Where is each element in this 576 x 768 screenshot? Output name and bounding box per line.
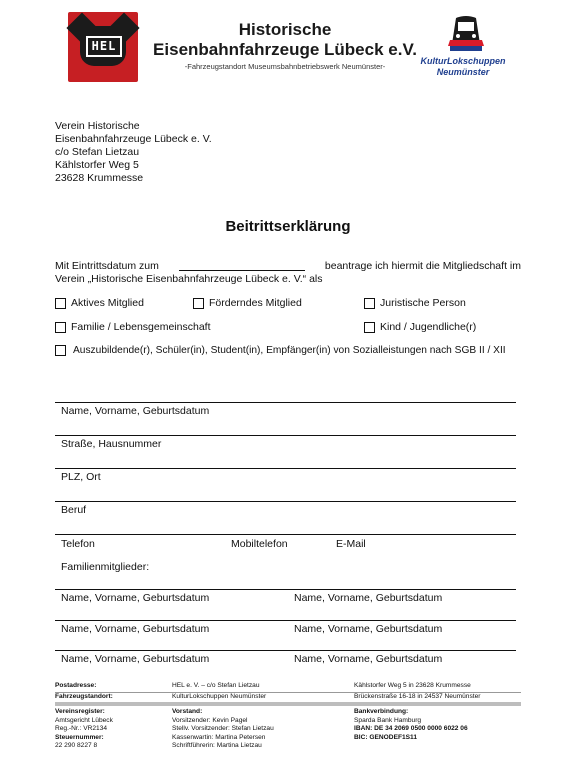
option-familie[interactable] xyxy=(55,321,211,333)
logo-text: HEL xyxy=(86,36,122,57)
footer-bank-column: Bankverbindung: Sparda Bank Hamburg IBAN: DE 34 2069 0500 0000 6022 06 BIC: GENODEF1S11 xyxy=(354,708,468,741)
footer-postadresse-address: Kählstorfer Weg 5 in 23628 Krummesse xyxy=(354,682,471,689)
city-label: PLZ, Ort xyxy=(61,471,101,483)
option-foerderndes-mitglied[interactable] xyxy=(193,297,302,309)
checkbox[interactable] xyxy=(55,298,66,309)
address-line: 23628 Krummesse xyxy=(55,172,144,184)
option-auszubildende[interactable] xyxy=(55,345,506,356)
phone-label: Telefon xyxy=(61,538,95,550)
option-label: Familie / Lebensgemeinschaft xyxy=(71,321,211,333)
document-title: Beitrittserklärung xyxy=(225,218,351,235)
family-name-label: Name, Vorname, Geburtsdatum xyxy=(61,653,210,665)
checkbox[interactable] xyxy=(55,345,66,356)
footer-standort-label: Fahrzeugstandort: xyxy=(55,693,113,700)
intro-text-start: Mit Eintrittsdatum zum xyxy=(55,260,159,272)
footer-standort-address: Brückenstraße 16-18 in 24537 Neumünster xyxy=(354,693,481,700)
checkbox[interactable] xyxy=(55,322,66,333)
family-field-line[interactable] xyxy=(55,620,516,621)
option-label: Kind / Jugendliche(r) xyxy=(380,321,477,333)
footer-divider-thick xyxy=(55,702,521,706)
locomotive-front-icon xyxy=(80,26,126,66)
hel-logo xyxy=(68,12,138,82)
name-label: Name, Vorname, Geburtsdatum xyxy=(61,405,210,417)
footer-postadresse-label: Postadresse: xyxy=(55,682,97,689)
family-field-line[interactable] xyxy=(55,650,516,651)
job-label: Beruf xyxy=(61,504,87,516)
option-label: Förderndes Mitglied xyxy=(209,297,302,309)
checkbox[interactable] xyxy=(193,298,204,309)
street-label: Straße, Hausnummer xyxy=(61,438,162,450)
footer-register-column: Vereinsregister: Amtsgericht Lübeck Reg.-Nr.: VR2134 Steuernummer: 22 290 8227 8 xyxy=(55,708,113,749)
partner-name-line2: Neumünster xyxy=(436,67,490,77)
org-title xyxy=(150,20,420,60)
option-label: Aktives Mitglied xyxy=(71,297,144,309)
address-line: Eisenbahnfahrzeuge Lübeck e. V. xyxy=(55,133,212,145)
footer-board-column: Vorstand: Vorsitzender: Kevin Pagel Stellv. Vorsitzender: Stefan Lietzau Kassenwartin: Martina Petersen Schriftführerin: Martina Lietzau xyxy=(172,708,274,749)
option-kind[interactable] xyxy=(364,321,476,333)
option-juristische-person[interactable] xyxy=(364,297,466,309)
checkbox[interactable] xyxy=(364,322,375,333)
street-field-line[interactable] xyxy=(55,435,516,436)
family-name-label: Name, Vorname, Geburtsdatum xyxy=(294,653,443,665)
family-members-heading: Familienmitglieder: xyxy=(61,561,150,573)
org-subtitle: -Fahrzeugstandort Museumsbahnbetriebswerk Neumünster- xyxy=(184,62,386,71)
address-line: Kählstorfer Weg 5 xyxy=(55,159,139,171)
recipient-address xyxy=(55,120,212,185)
family-field-line[interactable] xyxy=(55,589,516,590)
option-aktives-mitglied[interactable] xyxy=(55,297,144,309)
address-line: c/o Stefan Lietzau xyxy=(55,146,140,158)
address-line: Verein Historische xyxy=(55,120,140,132)
family-name-label: Name, Vorname, Geburtsdatum xyxy=(61,592,210,604)
train-logo-icon xyxy=(444,14,488,56)
city-field-line[interactable] xyxy=(55,468,516,469)
family-name-label: Name, Vorname, Geburtsdatum xyxy=(61,623,210,635)
email-label: E-Mail xyxy=(336,538,366,550)
footer-standort-value: KulturLokschuppen Neumünster xyxy=(172,693,267,700)
intro-paragraph xyxy=(55,260,521,286)
intro-text-end: beantrage ich hiermit die Mitgliedschaft im xyxy=(324,260,521,272)
mobile-label: Mobiltelefon xyxy=(231,538,288,550)
contact-field-line[interactable] xyxy=(55,534,516,535)
job-field-line[interactable] xyxy=(55,501,516,502)
entry-date-field[interactable] xyxy=(179,260,305,271)
name-field-line[interactable] xyxy=(55,402,516,403)
checkbox[interactable] xyxy=(364,298,375,309)
option-label: Juristische Person xyxy=(380,297,466,309)
partner-name-line1: KulturLokschuppen xyxy=(420,56,506,66)
family-name-label: Name, Vorname, Geburtsdatum xyxy=(294,592,443,604)
option-label: Auszubildende(r), Schüler(in), Student(in), Empfänger(in) von Sozialleistungen nach SGB II / XII xyxy=(73,345,506,356)
org-title-line2: Eisenbahnfahrzeuge Lübeck e.V. xyxy=(153,40,417,59)
partner-name xyxy=(408,56,518,78)
org-title-line1: Historische xyxy=(238,20,332,39)
footer-postadresse-value: HEL e. V. – c/o Stefan Lietzau xyxy=(172,682,260,689)
family-name-label: Name, Vorname, Geburtsdatum xyxy=(294,623,443,635)
intro-text-line2: Verein „Historische Eisenbahnfahrzeuge Lübeck e. V.“ als xyxy=(55,273,323,285)
